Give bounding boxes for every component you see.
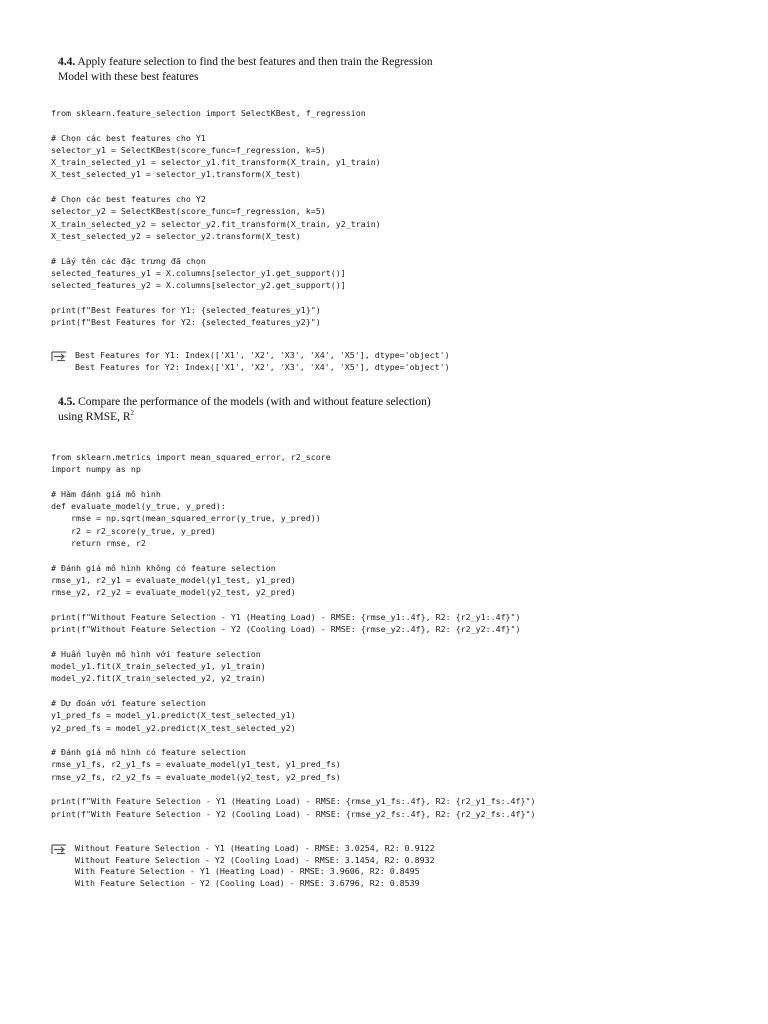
- code-line: X_test_selected_y2 = selector_y2.transform(X_test): [51, 230, 301, 241]
- code-line: selected_features_y2 = X.columns[selector_y2.get_support()]: [51, 280, 346, 291]
- code-line: # Hàm đánh giá mô hình: [51, 488, 161, 499]
- code-line: Without Feature Selection - Y2 (Cooling Load) - RMSE: 3.1454, R2: 0.8932: [75, 854, 435, 865]
- code-line: selector_y1 = SelectKBest(score_func=f_regression, k=5): [51, 144, 326, 155]
- section-heading-4-4: [58, 55, 458, 85]
- code-line: [51, 291, 381, 303]
- code-line: print(f"Best Features for Y2: {selected_features_y2}"): [51, 317, 321, 328]
- code-line: [51, 783, 536, 795]
- code-line: print(f"With Feature Selection - Y1 (Heating Load) - RMSE: {rmse_y1_fs:.4f}, R2: {r2_y1_fs:.4f}"): [51, 796, 536, 807]
- code-line: # Lấy tên các đặc trưng đã chọn: [51, 255, 206, 266]
- output-arrow-icon[interactable]: [51, 351, 67, 362]
- code-line: [51, 685, 536, 697]
- code-line: rmse = np.sqrt(mean_squared_error(y_true, y_pred)): [51, 513, 321, 524]
- code-line: [51, 635, 536, 647]
- code-line: def evaluate_model(y_true, y_pred):: [51, 501, 226, 512]
- code-line: X_train_selected_y2 = selector_y2.fit_transform(X_train, y2_train): [51, 218, 381, 229]
- section-number: 4.5.: [58, 396, 76, 408]
- code-block-model-comparison: [51, 451, 536, 820]
- code-line: print(f"Without Feature Selection - Y1 (Heating Load) - RMSE: {rmse_y1:.4f}, R2: {r2_y1:.4f}"): [51, 611, 521, 622]
- section-heading-4-5: [58, 395, 458, 425]
- section-title: Apply feature selection to find the best features and then train the Regression Model with these best features: [58, 56, 433, 83]
- code-line: [51, 734, 536, 746]
- code-line: r2 = r2_score(y_true, y_pred): [51, 525, 216, 536]
- code-line: # Đánh giá mô hình có feature selection: [51, 747, 246, 758]
- code-line: Without Feature Selection - Y1 (Heating Load) - RMSE: 3.0254, R2: 0.9122: [75, 843, 435, 853]
- code-line: With Feature Selection - Y2 (Cooling Load) - RMSE: 3.6796, R2: 0.8539: [75, 877, 420, 888]
- code-line: [51, 119, 381, 131]
- code-line: import numpy as np: [51, 464, 141, 475]
- code-line: rmse_y1, r2_y1 = evaluate_model(y1_test, y1_pred): [51, 574, 296, 585]
- code-line: rmse_y2_fs, r2_y2_fs = evaluate_model(y2_test, y2_pred_fs): [51, 771, 341, 782]
- code-line: # Chọn các best features cho Y2: [51, 194, 206, 205]
- code-line: selector_y2 = SelectKBest(score_func=f_regression, k=5): [51, 206, 326, 217]
- code-line: # Đánh giá mô hình không có feature selection: [51, 562, 276, 573]
- code-block-feature-selection: [51, 107, 381, 328]
- code-line: selected_features_y1 = X.columns[selector_y1.get_support()]: [51, 267, 346, 278]
- code-line: y1_pred_fs = model_y1.predict(X_test_selected_y1): [51, 710, 296, 721]
- code-line: [51, 181, 381, 193]
- code-line: # Huấn luyện mô hình với feature selection: [51, 648, 261, 659]
- code-line: X_train_selected_y1 = selector_y1.fit_transform(X_train, y1_train): [51, 157, 381, 168]
- code-line: [51, 476, 536, 488]
- code-line: print(f"Without Feature Selection - Y2 (Cooling Load) - RMSE: {rmse_y2:.4f}, R2: {r2_y2:.4f}"): [51, 624, 521, 635]
- section-title: Compare the performance of the models (with and without feature selection) using RMSE, R: [58, 396, 431, 423]
- output-arrow-icon[interactable]: [51, 844, 67, 855]
- section-number: 4.4.: [58, 56, 76, 68]
- superscript: 2: [130, 409, 135, 418]
- code-line: print(f"Best Features for Y1: {selected_features_y1}"): [51, 304, 321, 315]
- code-line: y2_pred_fs = model_y2.predict(X_test_selected_y2): [51, 722, 296, 733]
- code-line: [51, 549, 536, 561]
- code-line: print(f"With Feature Selection - Y2 (Cooling Load) - RMSE: {rmse_y2_fs:.4f}, R2: {r2_y2_fs:.4f}"): [51, 808, 536, 819]
- code-line: from sklearn.metrics import mean_squared_error, r2_score: [51, 452, 331, 462]
- code-line: # Chọn các best features cho Y1: [51, 132, 206, 143]
- code-line: X_test_selected_y1 = selector_y1.transform(X_test): [51, 169, 301, 180]
- code-line: from sklearn.feature_selection import SelectKBest, f_regression: [51, 108, 366, 118]
- code-line: [51, 599, 536, 611]
- code-line: rmse_y1_fs, r2_y1_fs = evaluate_model(y1_test, y1_pred_fs): [51, 759, 341, 770]
- code-line: rmse_y2, r2_y2 = evaluate_model(y2_test, y2_pred): [51, 587, 296, 598]
- code-line: Best Features for Y2: Index(['X1', 'X2', 'X3', 'X4', 'X5'], dtype='object'): [75, 361, 450, 372]
- code-line: model_y1.fit(X_train_selected_y1, y1_train): [51, 661, 266, 672]
- code-line: return rmse, r2: [51, 538, 146, 549]
- code-line: # Dự đoán với feature selection: [51, 697, 206, 708]
- code-line: model_y2.fit(X_train_selected_y2, y2_train): [51, 673, 266, 684]
- code-line: [51, 242, 381, 254]
- output-text: [75, 843, 435, 889]
- code-line: Best Features for Y1: Index(['X1', 'X2', 'X3', 'X4', 'X5'], dtype='object'): [75, 350, 450, 360]
- code-line: With Feature Selection - Y1 (Heating Load) - RMSE: 3.9606, R2: 0.8495: [75, 866, 420, 876]
- output-text: [75, 350, 450, 373]
